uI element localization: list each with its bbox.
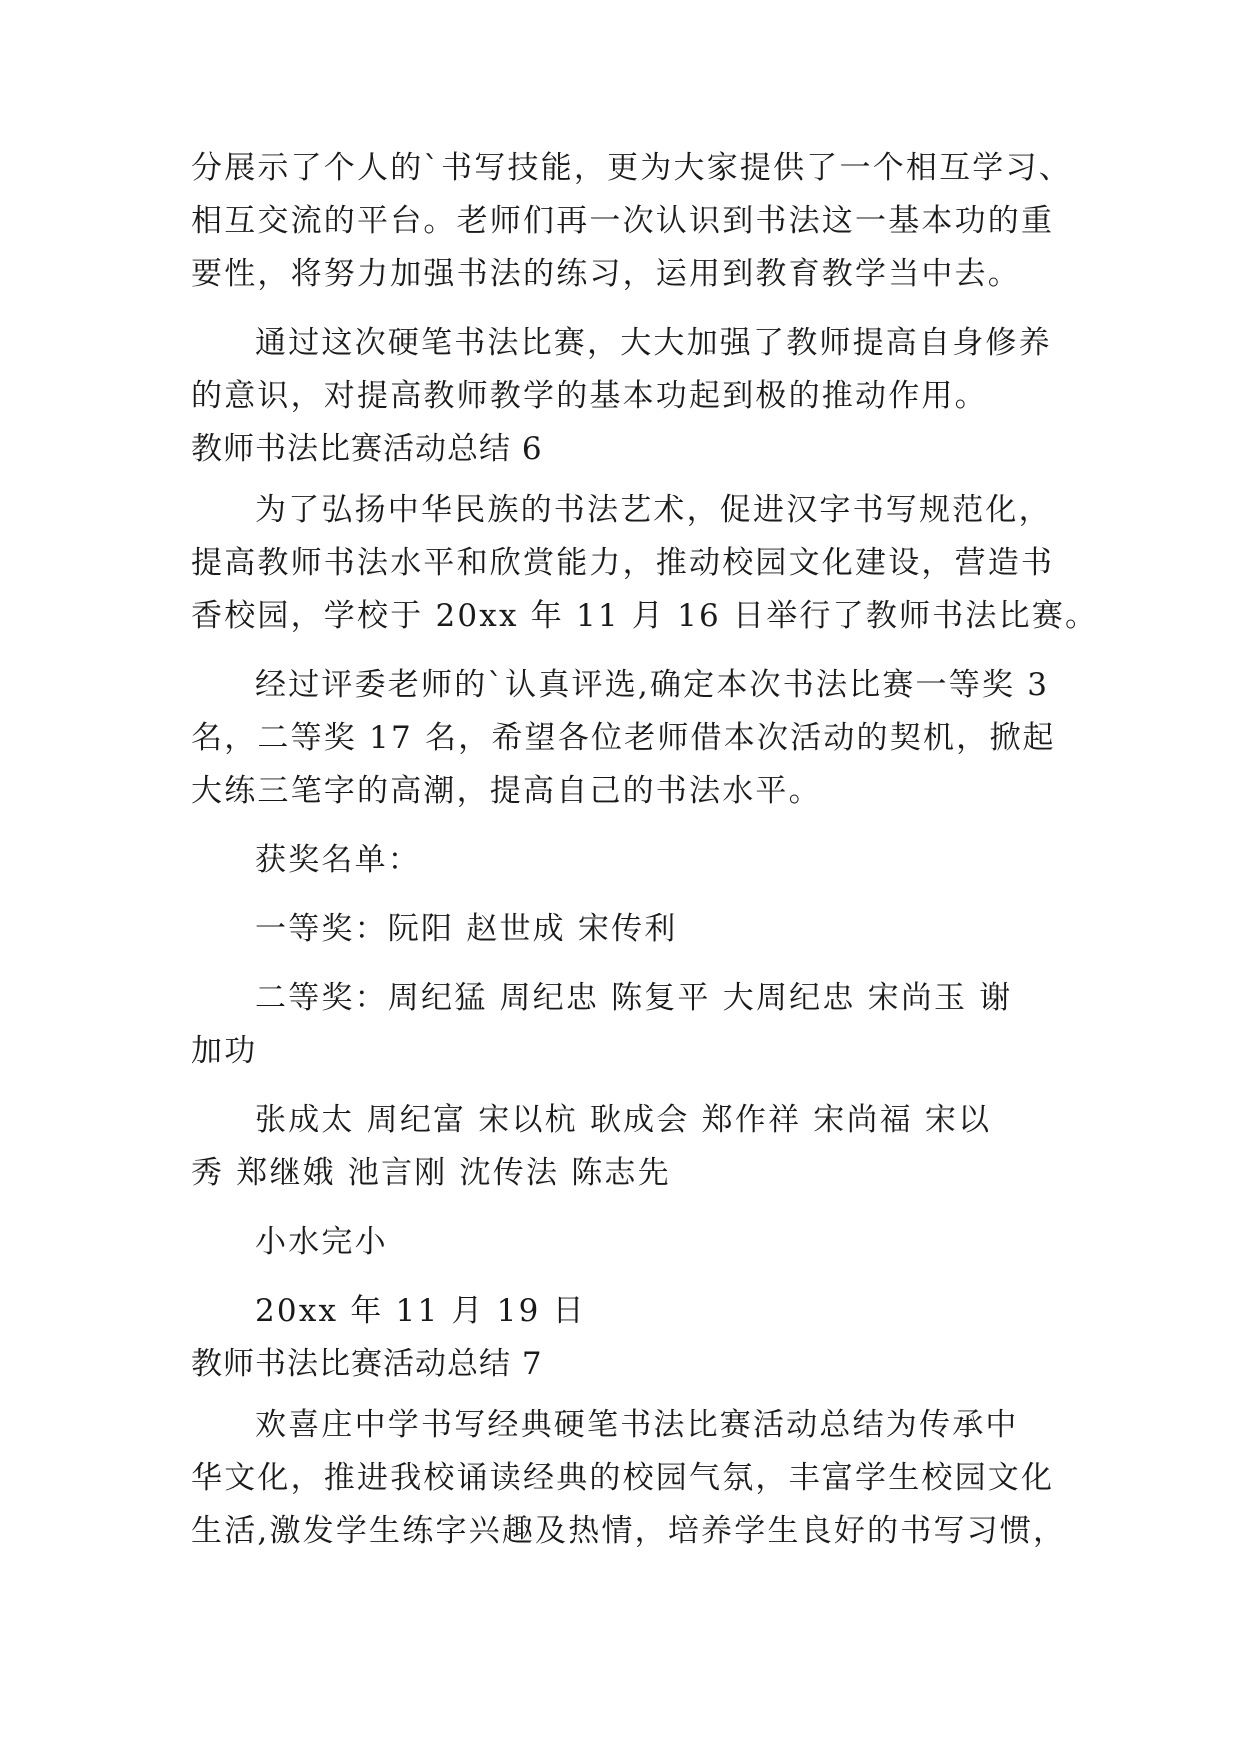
paragraph-line: 名，二等奖 17 名，希望各位老师借本次活动的契机，掀起 <box>191 720 1056 756</box>
second-prize-line: 二等奖：周纪猛 周纪忠 陈复平 大周纪忠 宋尚玉 谢 <box>255 980 1013 1016</box>
paragraph-line: 的意识，对提高教师教学的基本功起到极的推动作用。 <box>191 378 988 414</box>
paragraph-line: 要性，将努力加强书法的练习，运用到教育教学当中去。 <box>191 256 1021 292</box>
paragraph-line: 为了弘扬中华民族的书法艺术，促进汉字书写规范化， <box>255 492 1052 528</box>
signature-school: 小水完小 <box>255 1224 388 1260</box>
first-prize-line: 一等奖：阮阳 赵世成 宋传利 <box>255 911 678 947</box>
paragraph-line: 生活,激发学生练字兴趣及热情，培养学生良好的书写习惯， <box>191 1513 1067 1549</box>
paragraph-line: 华文化，推进我校诵读经典的校园气氛，丰富学生校园文化 <box>191 1460 1055 1496</box>
paragraph-line: 大练三笔字的高潮，提高自己的书法水平。 <box>191 773 822 809</box>
paragraph-line: 通过这次硬笔书法比赛，大大加强了教师提高自身修养 <box>255 325 1052 361</box>
second-prize-line: 加功 <box>191 1033 258 1069</box>
paragraph-line: 相互交流的平台。老师们再一次认识到书法这一基本功的重 <box>191 203 1055 239</box>
paragraph-line: 香校园，学校于 20xx 年 11 月 16 日举行了教师书法比赛。 <box>191 598 1099 634</box>
section-heading: 教师书法比赛活动总结 6 <box>191 431 543 467</box>
paragraph-line: 分展示了个人的`书写技能，更为大家提供了一个相互学习、 <box>191 150 1072 186</box>
paragraph-line: 经过评委老师的`认真评选,确定本次书法比赛一等奖 3 <box>255 667 1050 703</box>
section-heading: 教师书法比赛活动总结 7 <box>191 1346 543 1382</box>
second-prize-line: 秀 郑继娥 池言刚 沈传法 陈志先 <box>191 1155 671 1191</box>
award-list-label: 获奖名单： <box>255 842 421 878</box>
paragraph-line: 欢喜庄中学书写经典硬笔书法比赛活动总结为传承中 <box>255 1407 1019 1443</box>
signature-date: 20xx 年 11 月 19 日 <box>255 1293 586 1329</box>
second-prize-line: 张成太 周纪富 宋以杭 耿成会 郑作祥 宋尚福 宋以 <box>255 1102 992 1138</box>
paragraph-line: 提高教师书法水平和欣赏能力，推动校园文化建设，营造书 <box>191 545 1055 581</box>
